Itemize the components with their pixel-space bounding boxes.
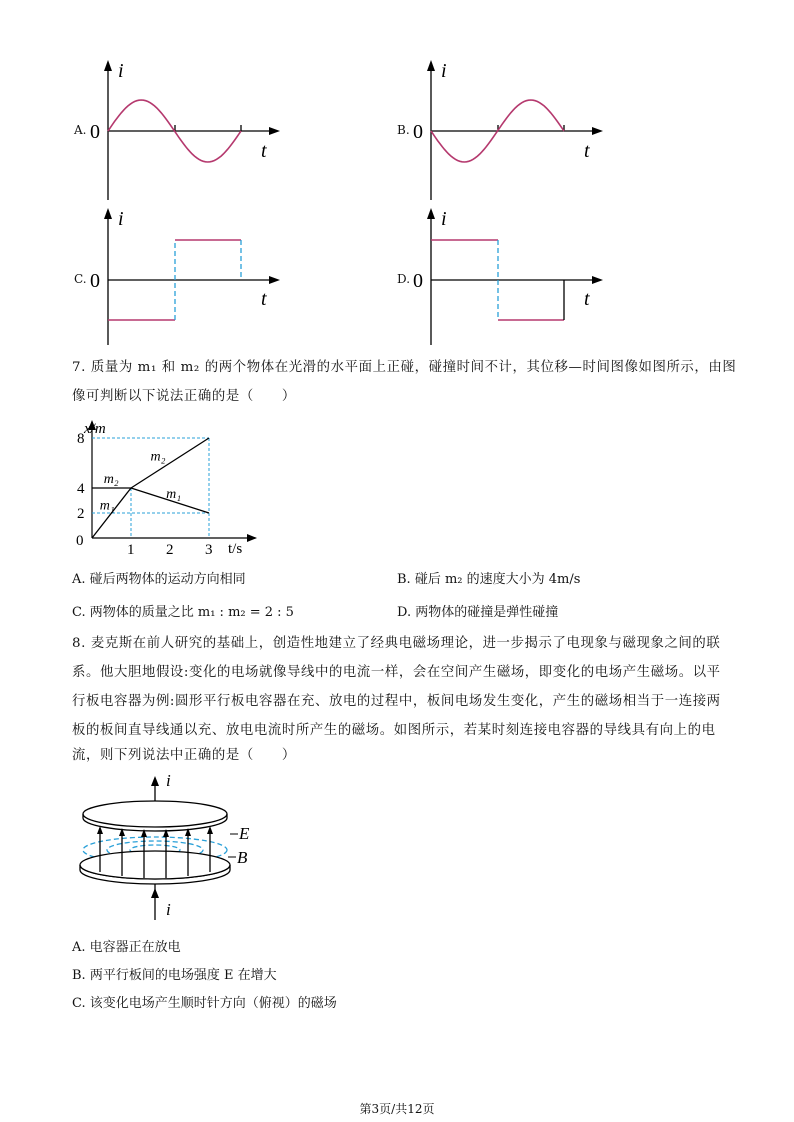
- y-axis-label: x/m: [84, 421, 106, 437]
- axis-t-label: t: [261, 140, 267, 162]
- q8-option-a[interactable]: A. 电容器正在放电: [72, 940, 181, 955]
- page-footer: 第3页/共12页: [359, 1102, 435, 1116]
- graph-a: [88, 55, 288, 205]
- x-tick-label: 3: [205, 542, 213, 558]
- arrow-icon: [151, 776, 159, 786]
- series-label: m₁: [166, 487, 182, 502]
- arrow-icon: [104, 208, 112, 219]
- series-line-2: [131, 438, 209, 488]
- arrow-icon: [592, 127, 603, 135]
- q8-text-line2: 系。他大胆地假设:变化的电场就像导线中的电流一样，会在空间产生磁场，即变化的电场产生磁场。以平: [72, 665, 721, 680]
- x-tick-label: 1: [127, 542, 135, 558]
- svg-text:i: i: [118, 208, 124, 230]
- current-label-bottom: i: [166, 900, 171, 919]
- capacitor-figure: [70, 768, 270, 928]
- q8-text-line5: 流，则下列说法中正确的是（ ）: [72, 748, 296, 763]
- q7-option-a[interactable]: A. 碰后两物体的运动方向相同: [72, 572, 246, 587]
- svg-text:t: t: [261, 288, 267, 310]
- b-field-label: B: [237, 848, 248, 867]
- arrow-icon: [247, 534, 257, 542]
- option-label-d: D.: [397, 272, 411, 286]
- arrow-icon: [592, 276, 603, 284]
- arrow-icon: [269, 276, 280, 284]
- origin-label: 0: [76, 533, 84, 549]
- arrow-icon: [104, 60, 112, 71]
- option-label-c: C.: [74, 272, 87, 286]
- e-field-label: E: [239, 824, 250, 843]
- q7-text-line1: 7. 质量为 m₁ 和 m₂ 的两个物体在光滑的水平面上正碰，碰撞时间不计，其位移—时间图像如图所示，由图: [72, 360, 737, 375]
- y-tick-label: 4: [77, 481, 85, 497]
- arrow-icon: [151, 888, 159, 898]
- q8-text-line3: 行板电容器为例:圆形平行板电容器在充、放电的过程中，板间电场发生变化，产生的磁场相当于一连接两: [72, 694, 721, 709]
- q8-option-b[interactable]: B. 两平行板间的电场强度 E 在增大: [72, 968, 277, 983]
- y-tick-label: 8: [77, 431, 85, 447]
- arrow-icon: [427, 208, 435, 219]
- series-label: m₂: [150, 449, 166, 465]
- axis-i-label: i: [118, 60, 124, 82]
- q7-option-d[interactable]: D. 两物体的碰撞是弹性碰撞: [397, 605, 559, 620]
- svg-text:0: 0: [90, 270, 100, 292]
- svg-text:t: t: [584, 288, 590, 310]
- y-tick-label: 2: [77, 506, 85, 522]
- graph-c: [88, 205, 288, 355]
- series-label: m₂: [103, 472, 119, 487]
- graph-b: [411, 55, 611, 205]
- arrow-icon: [427, 60, 435, 71]
- option-label-a: A.: [74, 123, 87, 137]
- svg-text:t: t: [584, 140, 590, 162]
- q7-option-c[interactable]: C. 两物体的质量之比 m₁ : m₂ = 2 : 5: [72, 605, 294, 620]
- q8-option-c[interactable]: C. 该变化电场产生顺时针方向（俯视）的磁场: [72, 996, 337, 1011]
- q8-text-line1: 8. 麦克斯在前人研究的基础上，创造性地建立了经典电磁场理论，进一步揭示了电现象与磁现象之间的联: [72, 636, 721, 651]
- graph-d: [411, 205, 611, 355]
- option-label-b: B.: [397, 123, 410, 137]
- svg-text:0: 0: [413, 270, 423, 292]
- svg-text:i: i: [441, 208, 447, 230]
- q8-text-line4: 板的板间直导线通以充、放电电流时所产生的磁场。如图所示，若某时刻连接电容器的导线具有向上的电: [72, 723, 716, 738]
- position-time-chart: [70, 415, 270, 560]
- svg-text:0: 0: [413, 121, 423, 143]
- q7-option-b[interactable]: B. 碰后 m₂ 的速度大小为 4m/s: [397, 572, 581, 587]
- svg-text:i: i: [441, 60, 447, 82]
- x-axis-label: t/s: [228, 541, 243, 557]
- current-label-top: i: [166, 771, 171, 790]
- origin-label: 0: [90, 121, 100, 143]
- x-tick-label: 2: [166, 542, 174, 558]
- arrow-icon: [269, 127, 280, 135]
- series-label: m₁: [99, 498, 115, 514]
- q7-text-line2: 像可判断以下说法正确的是（ ）: [72, 389, 296, 404]
